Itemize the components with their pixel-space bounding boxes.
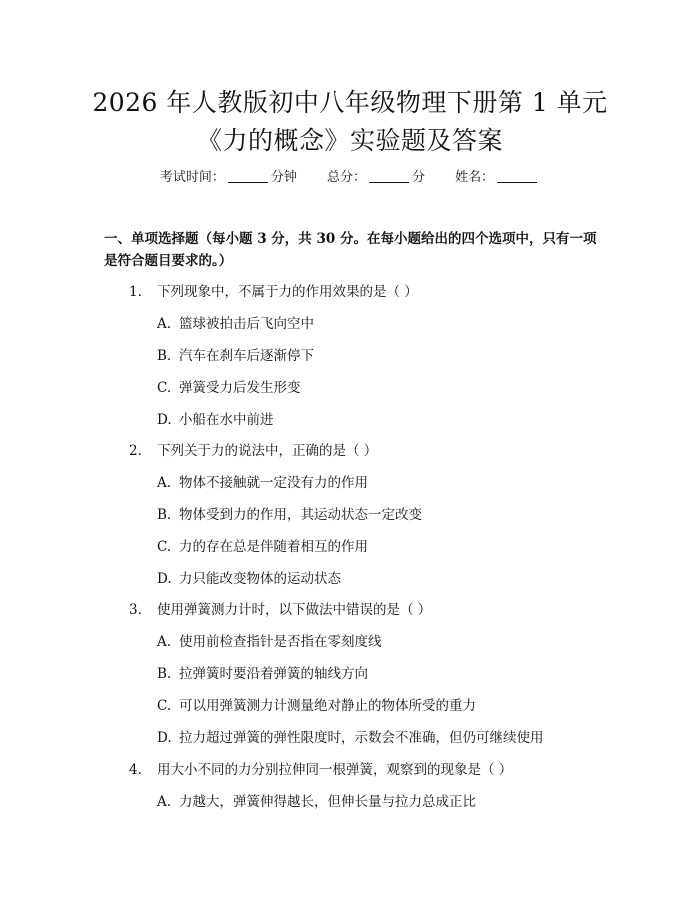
option-letter: A.	[157, 316, 172, 332]
option-letter: C.	[157, 539, 172, 555]
score-blank	[369, 168, 409, 183]
question-3	[129, 600, 431, 620]
question-number: 3.	[129, 602, 142, 618]
question-1-option-a	[157, 314, 314, 334]
name-label: 姓名：	[455, 170, 495, 185]
question-1-option-b	[157, 346, 314, 366]
exam-score	[327, 168, 425, 188]
question-1-option-c	[157, 378, 301, 398]
question-3-option-b	[157, 664, 368, 684]
exam-name	[455, 168, 540, 188]
option-text: 篮球被拍击后飞向空中	[179, 316, 314, 332]
page-title-line-2: 《力的概念》实验题及答案	[196, 126, 503, 155]
question-2-option-c	[157, 537, 368, 557]
option-text: 汽车在刹车后逐渐停下	[179, 348, 314, 364]
option-letter: C.	[157, 698, 172, 714]
option-text: 使用前检查指针是否指在零刻度线	[179, 634, 382, 650]
option-letter: B.	[157, 348, 172, 364]
option-letter: D.	[157, 571, 172, 587]
option-letter: B.	[157, 507, 172, 523]
score-unit: 分	[412, 170, 426, 185]
option-letter: A.	[157, 634, 172, 650]
exam-meta	[0, 168, 700, 188]
time-label: 考试时间：	[159, 170, 225, 185]
option-letter: D.	[157, 730, 172, 746]
option-letter: A.	[157, 794, 172, 810]
option-text: 拉弹簧时要沿着弹簧的轴线方向	[179, 666, 368, 682]
question-3-option-d	[157, 728, 544, 748]
option-letter: C.	[157, 380, 172, 396]
question-3-option-a	[157, 632, 382, 652]
question-2-option-b	[157, 505, 422, 525]
question-text: 下列现象中，不属于力的作用效果的是（ ）	[157, 284, 418, 300]
page-title-line-1: 2026 年人教版初中八年级物理下册第 1 单元	[92, 88, 608, 117]
option-letter: D.	[157, 412, 172, 428]
option-text: 小船在水中前进	[179, 412, 274, 428]
question-number: 4.	[129, 762, 142, 778]
option-text: 弹簧受力后发生形变	[179, 380, 301, 396]
question-text: 用大小不同的力分别拉伸同一根弹簧，观察到的现象是（ ）	[157, 762, 513, 778]
section-heading: 一、单项选择题（每小题 3 分，共 30 分。在每小题给出的四个选项中，只有一项是符合题目要求的。）	[104, 231, 597, 269]
option-text: 力越大，弹簧伸得越长，但伸长量与拉力总成正比	[179, 794, 476, 810]
option-text: 物体受到力的作用，其运动状态一定改变	[179, 507, 422, 523]
option-text: 拉力超过弹簧的弹性限度时，示数会不准确，但仍可继续使用	[179, 730, 544, 746]
question-text: 使用弹簧测力计时，以下做法中错误的是（ ）	[157, 602, 432, 618]
option-text: 物体不接触就一定没有力的作用	[179, 475, 368, 491]
score-label: 总分：	[326, 170, 366, 185]
option-letter: A.	[157, 475, 172, 491]
question-number: 2.	[129, 443, 142, 459]
name-blank	[497, 168, 537, 183]
option-letter: B.	[157, 666, 172, 682]
question-2	[129, 441, 377, 461]
question-2-option-a	[157, 473, 368, 493]
time-unit: 分钟	[270, 170, 297, 185]
exam-time	[160, 168, 297, 188]
question-2-option-d	[157, 569, 341, 589]
question-1-option-d	[157, 410, 274, 430]
option-text: 力的存在总是伴随着相互的作用	[179, 539, 368, 555]
time-blank	[228, 168, 268, 183]
question-3-option-c	[157, 696, 476, 716]
question-text: 下列关于力的说法中，正确的是（ ）	[157, 443, 378, 459]
option-text: 力只能改变物体的运动状态	[179, 571, 341, 587]
question-4	[129, 760, 512, 780]
question-4-option-a	[157, 792, 476, 812]
question-number: 1.	[129, 284, 142, 300]
question-1	[129, 282, 418, 302]
option-text: 可以用弹簧测力计测量绝对静止的物体所受的重力	[179, 698, 476, 714]
